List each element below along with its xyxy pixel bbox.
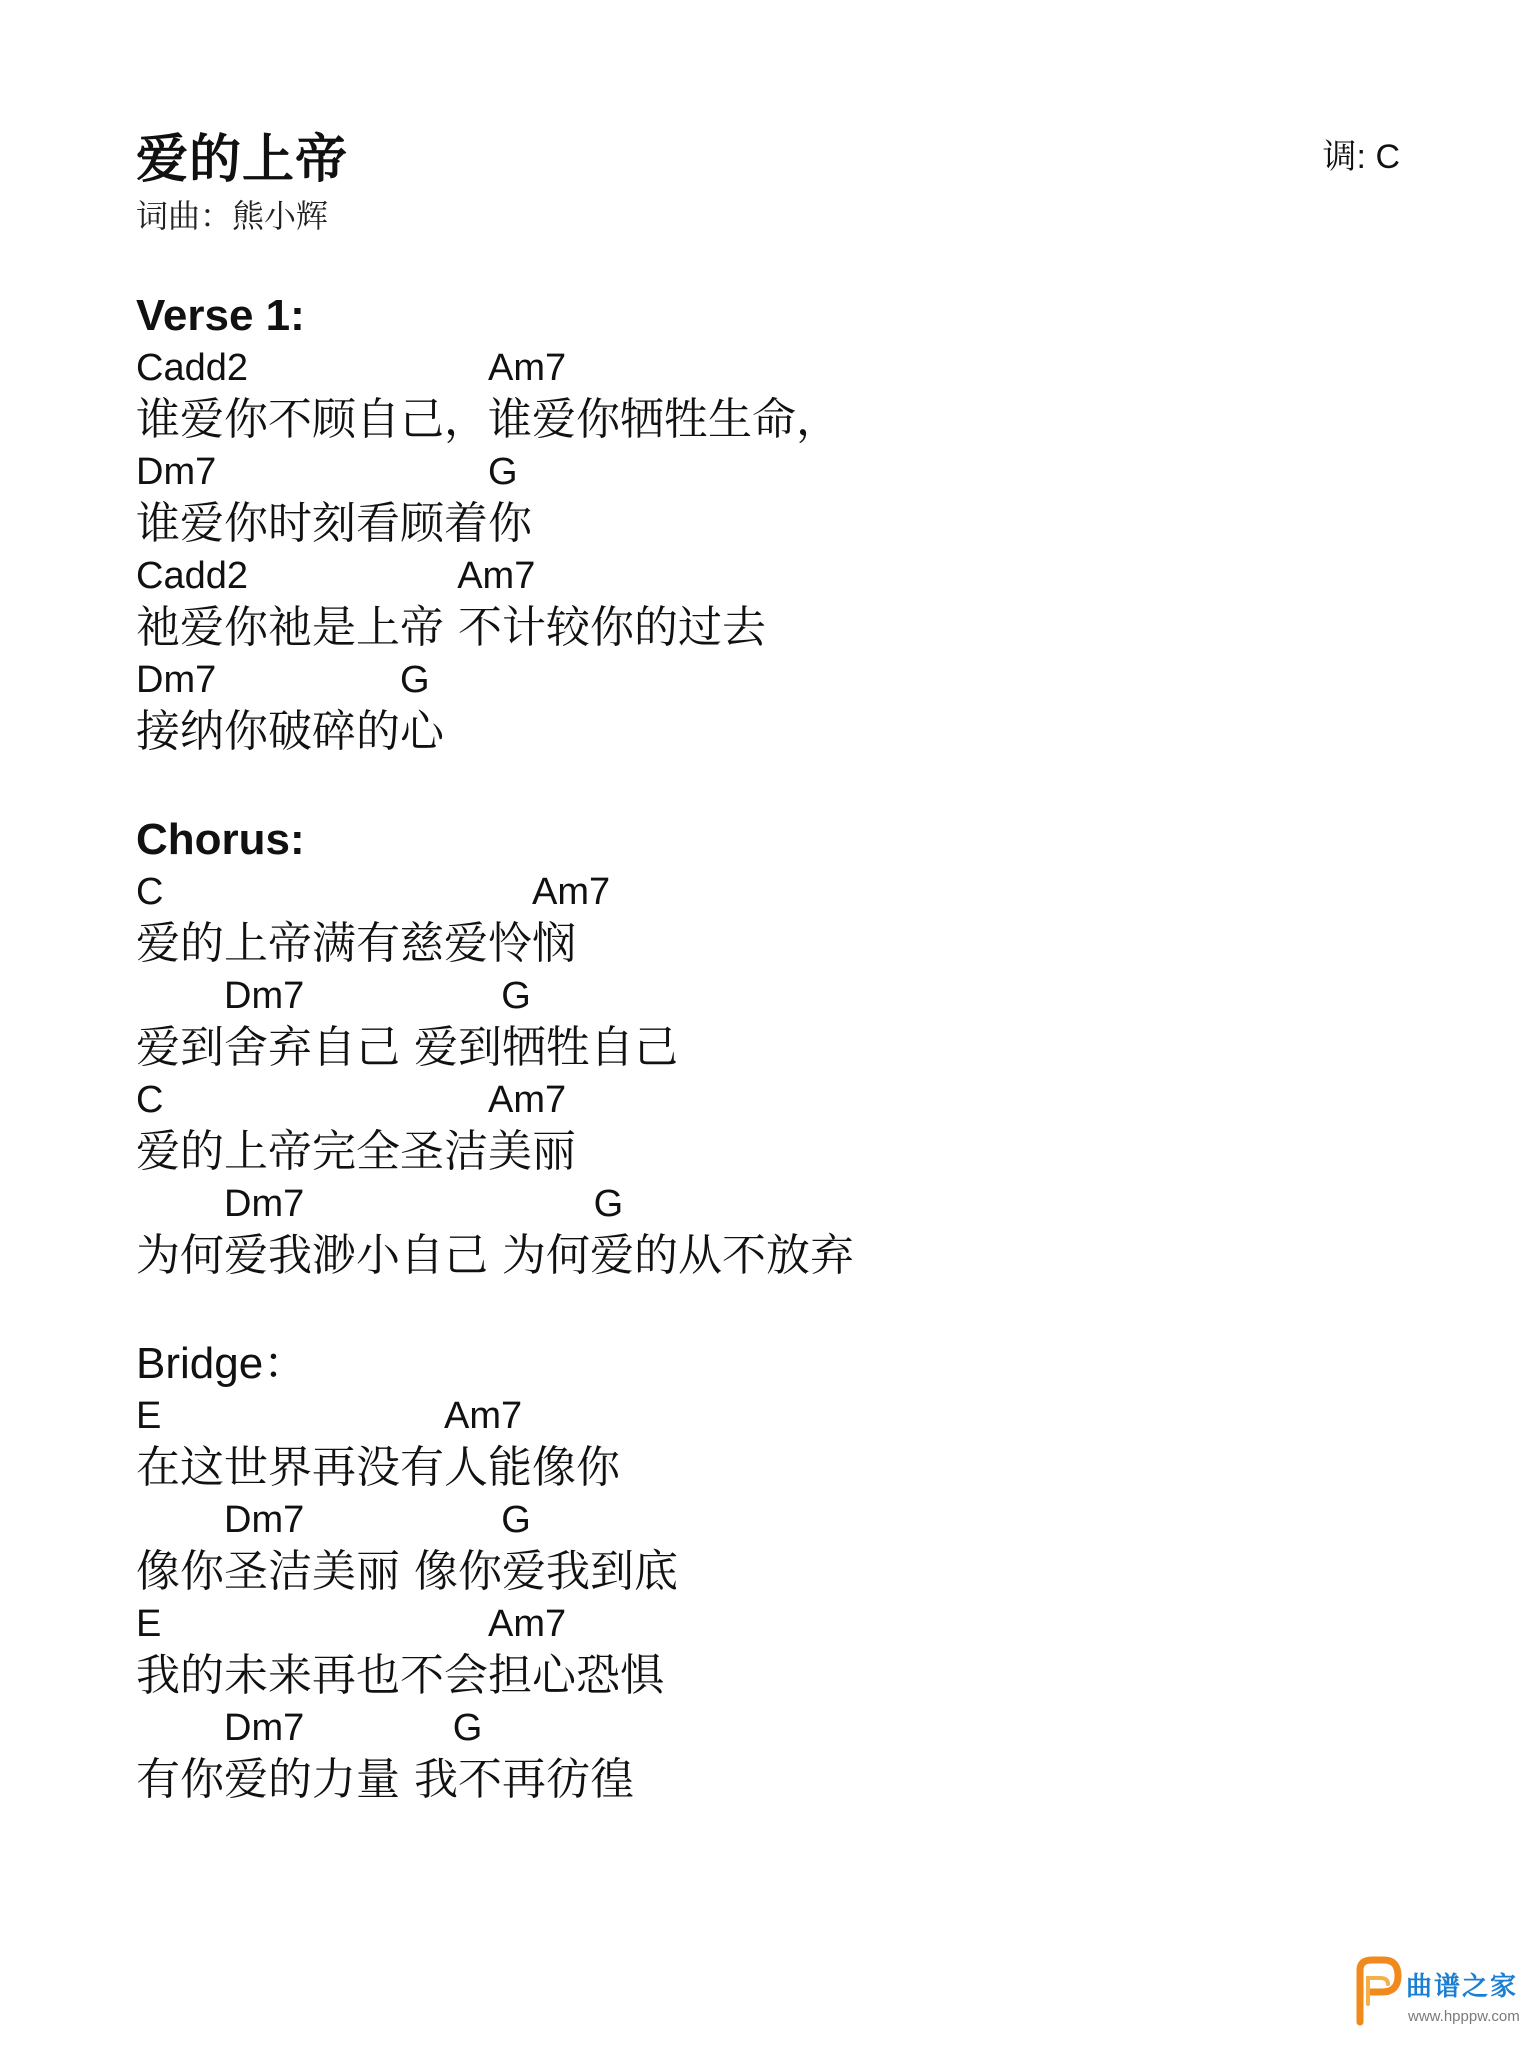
chord: Cadd2 <box>136 347 248 389</box>
chord: Dm7 <box>224 1499 305 1541</box>
chord: Dm7 <box>224 1707 305 1749</box>
lyric-line: 爱到舍弃自己 爱到牺牲自己 <box>136 1022 678 1073</box>
chord-line <box>136 552 1386 600</box>
site-logo-icon <box>1348 1952 1404 2032</box>
chord-line <box>136 448 1386 496</box>
chord-line <box>136 1704 1386 1752</box>
chord: Am7 <box>488 347 567 389</box>
section-heading: Chorus: <box>136 815 305 864</box>
section-chorus <box>136 812 1386 1284</box>
chord: C <box>136 871 164 913</box>
chord-line <box>136 1496 1386 1544</box>
lyric-line: 接纳你破碎的心 <box>136 706 444 757</box>
chord-line <box>136 1392 1386 1440</box>
chord: Am7 <box>488 1603 567 1645</box>
lyric-line: 在这世界再没有人能像你 <box>136 1442 620 1493</box>
chord-line <box>136 344 1386 392</box>
watermark <box>1348 1952 1528 2042</box>
lyric-line: 爱的上帝完全圣洁美丽 <box>136 1126 576 1177</box>
chord: G <box>501 1499 531 1541</box>
key-signature: 调: C <box>1322 138 1400 176</box>
lyric-line: 爱的上帝满有慈爱怜悯 <box>136 918 576 969</box>
chord: G <box>400 659 430 701</box>
chord-line <box>136 1180 1386 1228</box>
lyric-line: 祂爱你祂是上帝 不计较你的过去 <box>136 602 766 653</box>
chord: G <box>593 1183 624 1225</box>
chord: Am7 <box>532 871 611 913</box>
chord: Dm7 <box>136 451 217 493</box>
lyric-line: 谁爱你不顾自己，谁爱你牺牲生命， <box>136 394 840 445</box>
section-bridge <box>136 1336 1386 1808</box>
chord: Dm7 <box>136 659 217 701</box>
chord-line <box>136 972 1386 1020</box>
lyric-line: 我的未来再也不会担心恐惧 <box>136 1650 664 1701</box>
chord-sheet <box>136 288 1386 1860</box>
chord: G <box>452 1707 483 1749</box>
chord: Cadd2 <box>136 555 248 597</box>
section-verse-1 <box>136 288 1386 760</box>
chord-line <box>136 868 1386 916</box>
chord: G <box>501 975 531 1017</box>
lyric-line: 有你爱的力量 我不再彷徨 <box>136 1754 634 1805</box>
chord: Am7 <box>488 1079 567 1121</box>
song-title: 爱的上帝 <box>136 130 349 190</box>
chord: C <box>136 1079 164 1121</box>
section-heading: Verse 1: <box>136 291 305 340</box>
chord: Am7 <box>457 555 536 597</box>
credits: 词曲：熊小辉 <box>136 197 329 235</box>
watermark-url: www.hpppw.com <box>1408 2008 1520 2025</box>
lyric-line: 为何爱我渺小自己 为何爱的从不放弃 <box>136 1230 854 1281</box>
chord: E <box>136 1395 162 1437</box>
chord: Am7 <box>444 1395 523 1437</box>
chord-line <box>136 656 1386 704</box>
watermark-brand: 曲谱之家 <box>1406 1972 1519 2002</box>
chord: E <box>136 1603 162 1645</box>
chord-line <box>136 1076 1386 1124</box>
chord-line <box>136 1600 1386 1648</box>
lyric-line: 谁爱你时刻看顾着你 <box>136 498 532 549</box>
section-heading: Bridge： <box>136 1339 308 1388</box>
lyric-line: 像你圣洁美丽 像你爱我到底 <box>136 1546 678 1597</box>
chord: Dm7 <box>224 1183 305 1225</box>
chord: Dm7 <box>224 975 305 1017</box>
chord: G <box>488 451 518 493</box>
